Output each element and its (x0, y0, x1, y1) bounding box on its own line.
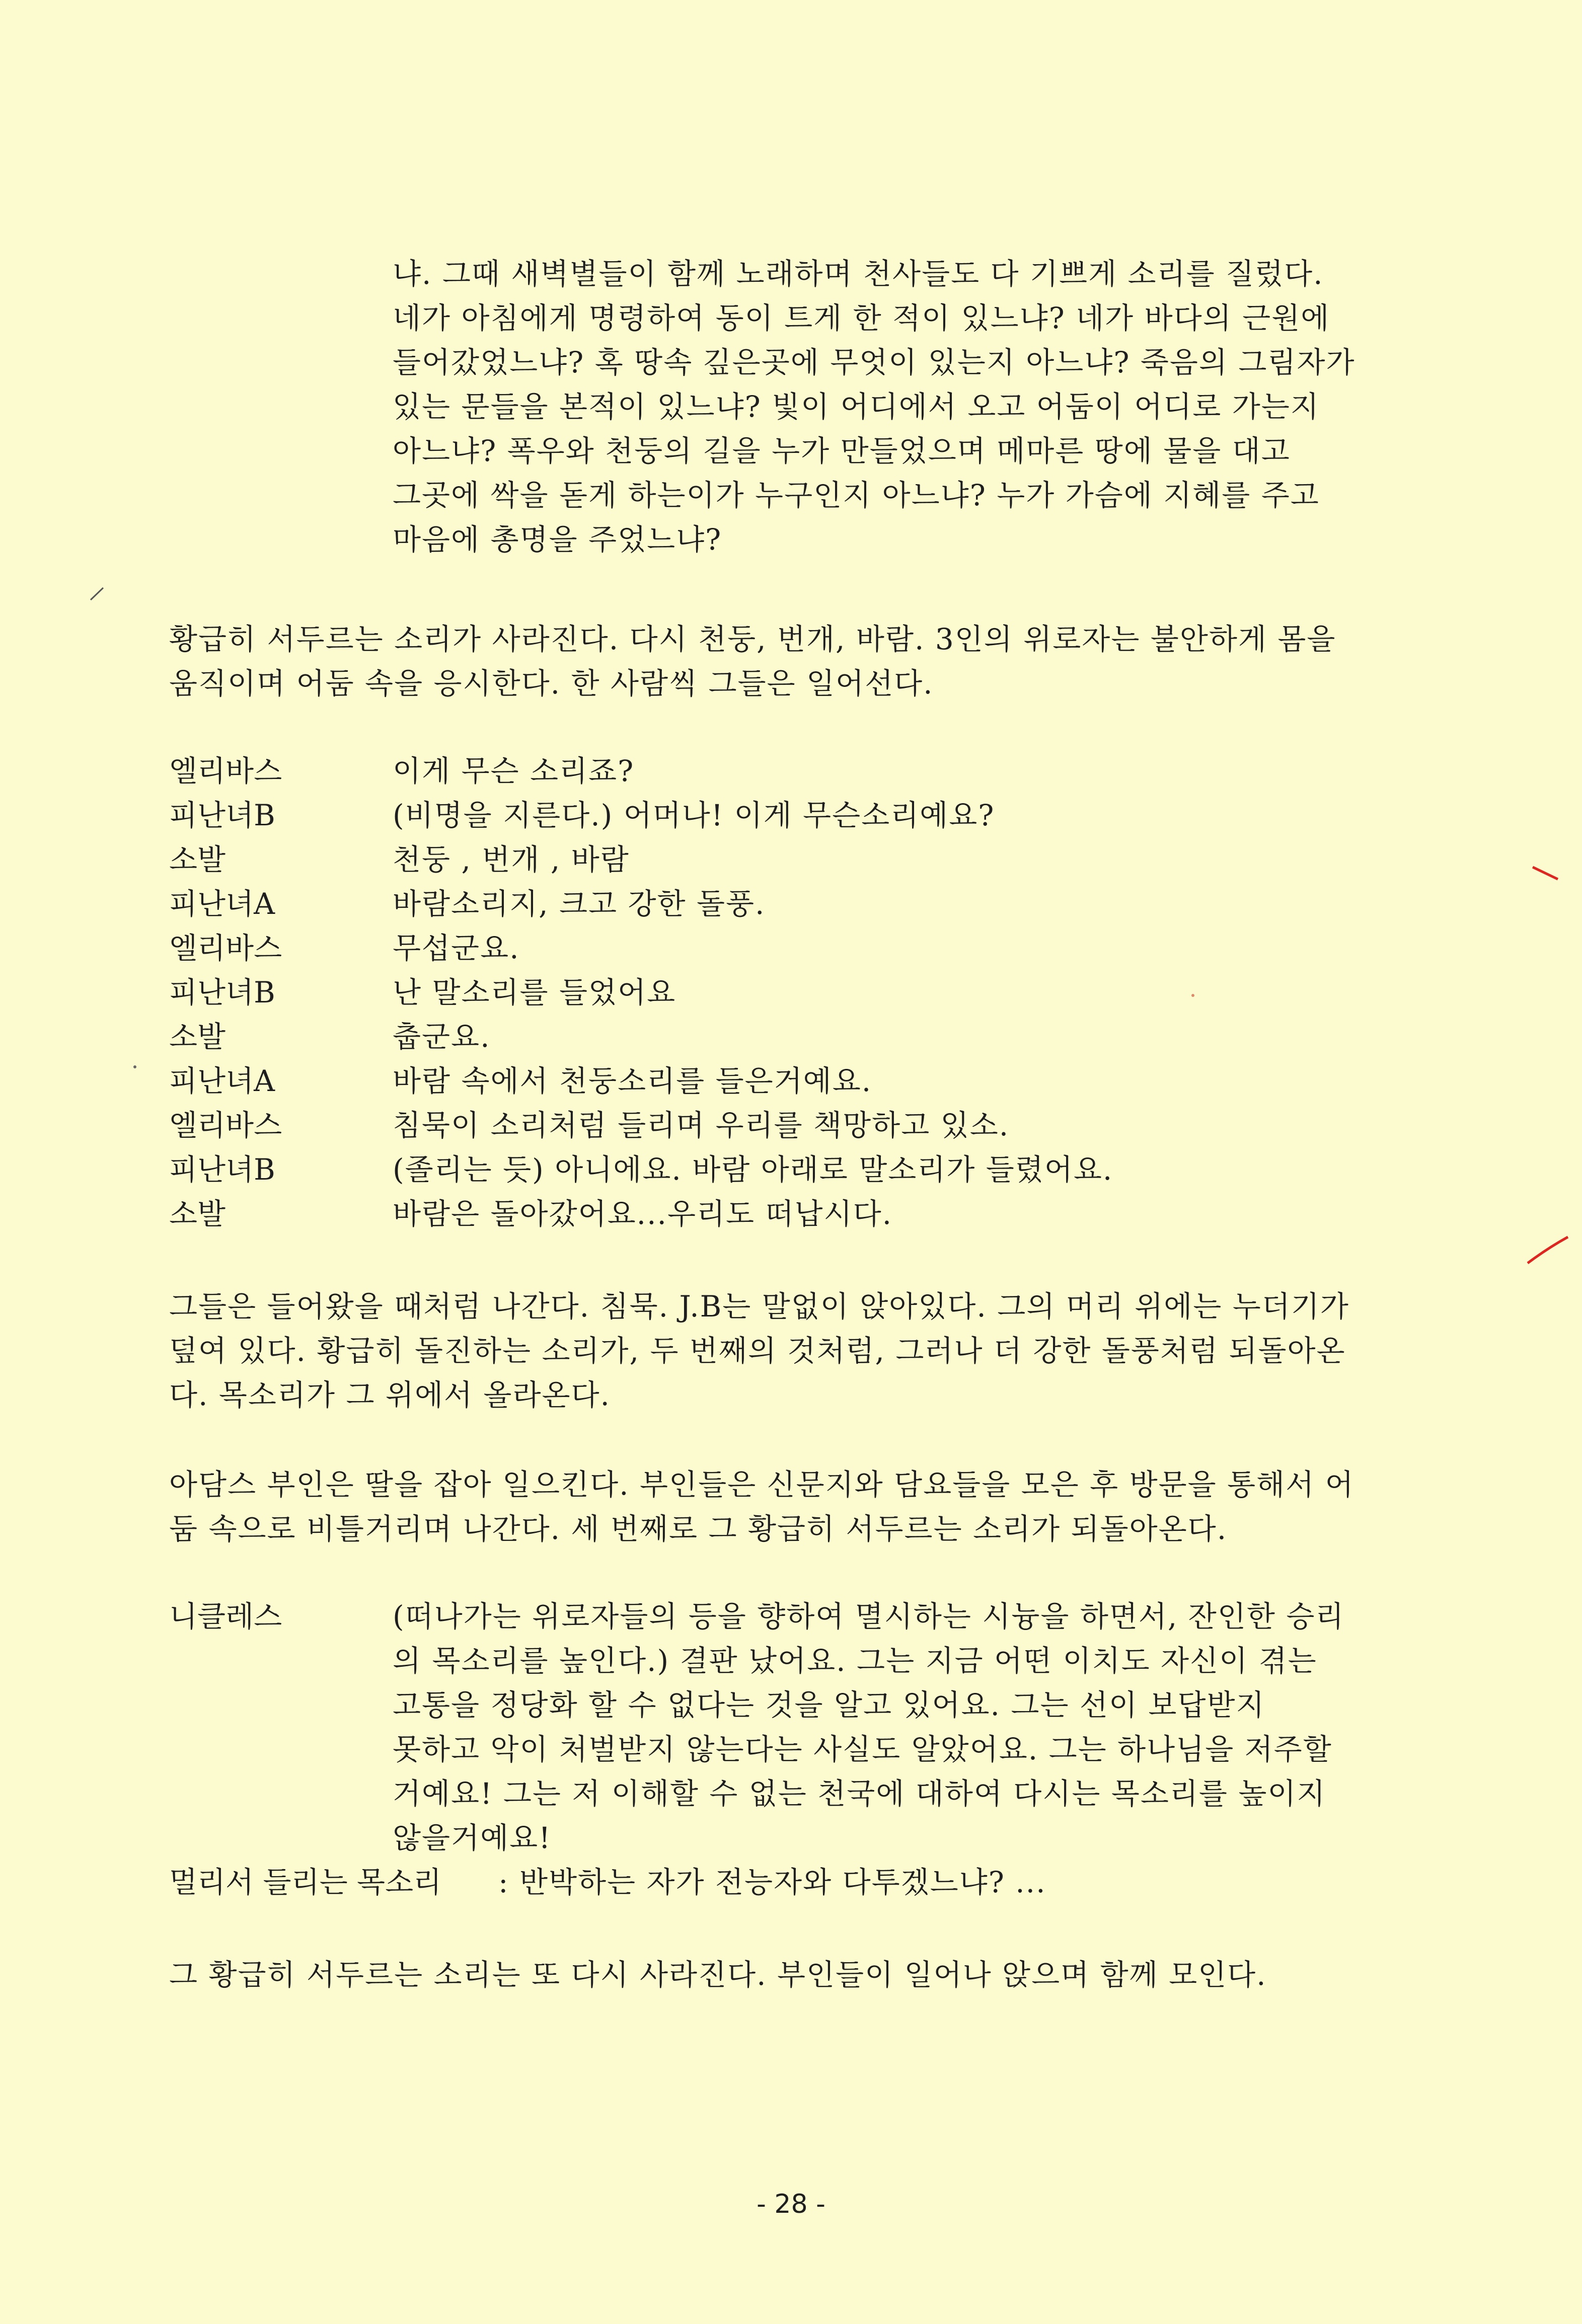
speech-line: (떠나가는 위로자들의 등을 향하여 멸시하는 시늉을 하면서, 잔인한 승리 (393, 1599, 1345, 1634)
speech-line: 않을거예요! (393, 1821, 552, 1855)
intro-line: 네가 아침에게 명령하여 동이 트게 한 적이 있느냐? 네가 바다의 근원에 (393, 301, 1330, 335)
speech-line: 의 목소리를 높인다.) 결판 났어요. 그는 지금 어떤 이치도 자신이 겪는 (393, 1644, 1317, 1678)
speech-line: 이게 무슨 소리죠? (393, 754, 635, 788)
speech-line: 천둥 , 번개 , 바람 (393, 842, 630, 877)
paragraph-line: 그들은 들어왔을 때처럼 나간다. 침묵. J.B는 말없이 앉아있다. 그의 머리 위에는 누더기가 (169, 1289, 1349, 1324)
red-margin-mark (1525, 1233, 1570, 1268)
speech-line: 바람소리지, 크고 강한 돌풍. (393, 887, 766, 921)
speech-line: 바람은 돌아갔어요...우리도 떠납시다. (393, 1197, 893, 1231)
paragraph-line: 둠 속으로 비틀거리며 나간다. 세 번째로 그 황급히 서두르는 소리가 되돌아온다. (169, 1512, 1228, 1546)
paragraph-line: 움직이며 어둠 속을 응시한다. 한 사람씩 그들은 일어선다. (169, 666, 934, 701)
speaker-name: 피난녀A (169, 1064, 275, 1098)
speech-line: (졸리는 듯) 아니에요. 바람 아래로 말소리가 들렸어요. (393, 1152, 1113, 1187)
pencil-tick-mark (88, 584, 108, 604)
speech-line: 춥군요. (393, 1020, 491, 1054)
intro-line: 그곳에 싹을 돋게 하는이가 누구인지 아느냐? 누가 가슴에 지혜를 주고 (393, 478, 1320, 512)
speaker-name: 피난녀B (169, 1152, 275, 1187)
speaker-name: 멀리서 들리는 목소리 (169, 1865, 442, 1899)
paragraph-line: 그 황급히 서두르는 소리는 또 다시 사라진다. 부인들이 일어나 앉으며 함께 모인다. (169, 1958, 1267, 1992)
intro-line: 마음에 총명을 주었느냐? (393, 522, 722, 557)
speech-line: 바람 속에서 천둥소리를 들은거예요. (393, 1064, 872, 1098)
speaker-name: 피난녀A (169, 887, 275, 921)
speech-line: (비명을 지른다.) 어머나! 이게 무슨소리예요? (393, 798, 995, 832)
speaker-name: 소발 (169, 1197, 226, 1231)
intro-line: 아느냐? 폭우와 천둥의 길을 누가 만들었으며 메마른 땅에 물을 대고 (393, 434, 1291, 468)
intro-line: 들어갔었느냐? 혹 땅속 깊은곳에 무엇이 있는지 아느냐? 죽음의 그림자가 (393, 345, 1355, 379)
speaker-name: 엘리바스 (169, 931, 282, 965)
paragraph-line: 황급히 서두르는 소리가 사라진다. 다시 천둥, 번개, 바람. 3인의 위로자는 불안하게 몸을 (169, 622, 1336, 656)
speaker-name: 엘리바스 (169, 1108, 282, 1142)
red-margin-mark (1530, 863, 1560, 883)
speaker-name: 엘리바스 (169, 754, 282, 788)
speaker-name: 소발 (169, 842, 226, 877)
margin-dot-mark (130, 1062, 140, 1072)
speaker-name: 니클레스 (169, 1599, 282, 1634)
speech-line: 못하고 악이 처벌받지 않는다는 사실도 알았어요. 그는 하나님을 저주할 (393, 1732, 1332, 1766)
speech-line: 무섭군요. (393, 931, 520, 965)
intro-line: 있는 문들을 본적이 있느냐? 빛이 어디에서 오고 어둠이 어디로 가는지 (393, 390, 1320, 424)
paragraph-line: 아담스 부인은 딸을 잡아 일으킨다. 부인들은 신문지와 담요들을 모은 후 방문을 통해서 어 (169, 1467, 1354, 1502)
speech-line: : 반박하는 자가 전능자와 다투겠느냐? ... (498, 1865, 1046, 1899)
margin-dot-mark (1188, 990, 1198, 1000)
intro-line: 냐. 그때 새벽별들이 함께 노래하며 천사들도 다 기쁘게 소리를 질렀다. (393, 257, 1324, 291)
speaker-name: 피난녀B (169, 975, 275, 1010)
paragraph-line: 다. 목소리가 그 위에서 올라온다. (169, 1378, 611, 1412)
speech-line: 침묵이 소리처럼 들리며 우리를 책망하고 있소. (393, 1108, 1010, 1142)
paragraph-line: 덮여 있다. 황급히 돌진하는 소리가, 두 번째의 것처럼, 그러나 더 강한 돌풍처럼 되돌아온 (169, 1334, 1346, 1368)
page-number: - 28 - (757, 2189, 825, 2219)
speaker-name: 피난녀B (169, 798, 275, 832)
speaker-name: 소발 (169, 1020, 226, 1054)
speech-line: 고통을 정당화 할 수 없다는 것을 알고 있어요. 그는 선이 보답받지 (393, 1688, 1265, 1722)
speech-line: 거예요! 그는 저 이해할 수 없는 천국에 대하여 다시는 목소리를 높이지 (393, 1776, 1326, 1811)
speech-line: 난 말소리를 들었어요 (393, 975, 676, 1010)
